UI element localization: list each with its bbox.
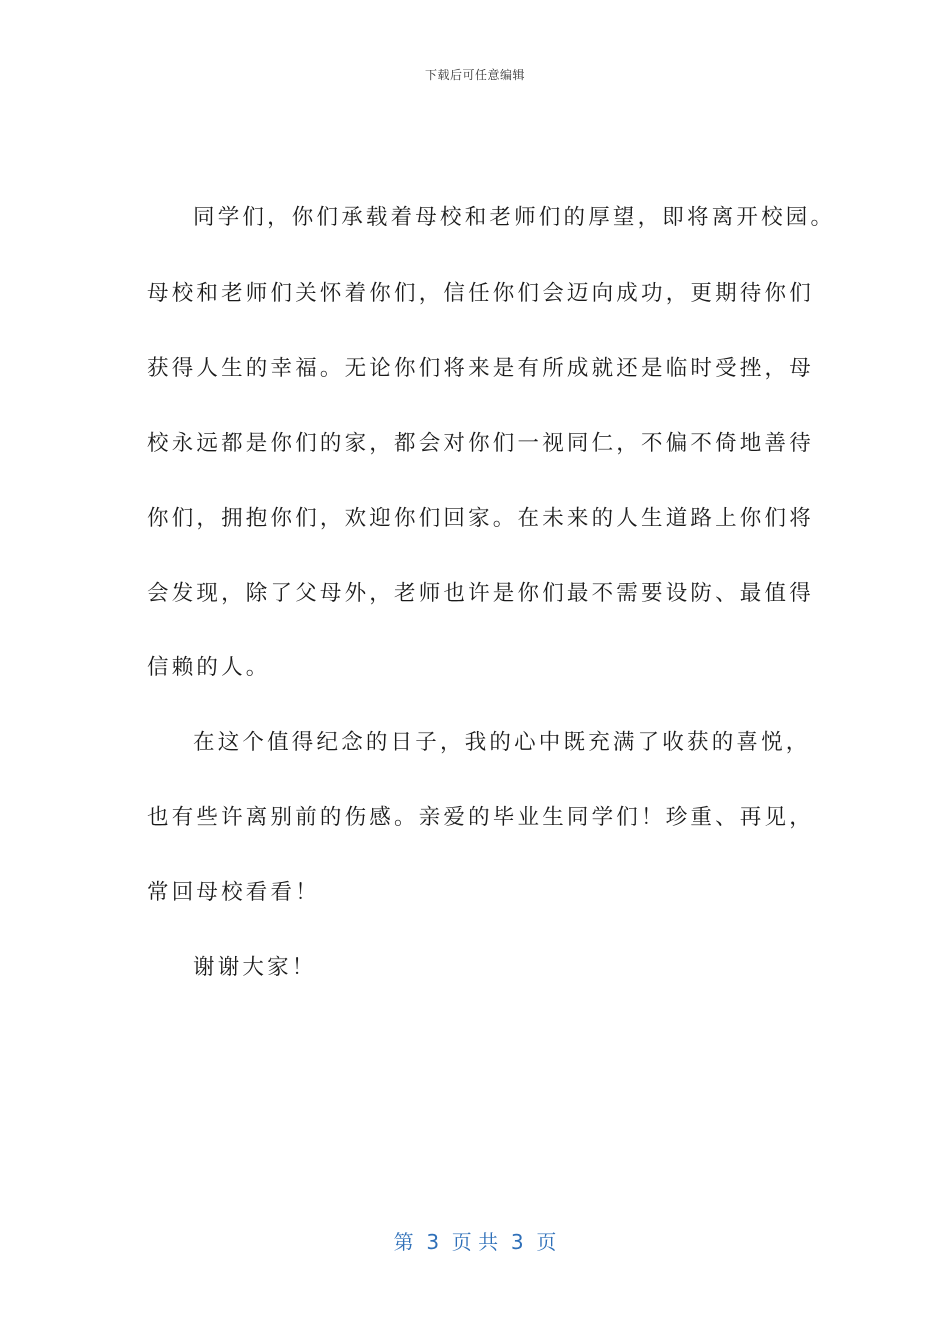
paragraph-1-line-7: 信赖的人。 [147,655,271,680]
page-header-note: 下载后可任意编辑 [424,68,525,82]
page-number-footer: 第 3 页 共 3 页 [393,1230,557,1254]
paragraph-2-line-2: 也有些许离别前的伤感。亲爱的毕业生同学们！珍重、再见， [147,805,814,830]
paragraph-1-line-4: 校永远都是你们的家，都会对你们一视同仁，不偏不倚地善待 [147,431,814,456]
paragraph-1-line-5: 你们，拥抱你们，欢迎你们回家。在未来的人生道路上你们将 [147,506,814,531]
paragraph-2-line-3: 常回母校看看！ [147,880,320,905]
paragraph-1-line-3: 获得人生的幸福。无论你们将来是有所成就还是临时受挫，母 [147,356,814,381]
paragraph-1-line-6: 会发现，除了父母外，老师也许是你们最不需要设防、最值得 [147,581,814,606]
paragraph-3-line-1: 谢谢大家！ [193,955,317,980]
paragraph-1-line-2: 母校和老师们关怀着你们，信任你们会迈向成功，更期待你们 [147,281,814,306]
paragraph-1-line-1: 同学们，你们承载着母校和老师们的厚望，即将离开校园。 [193,205,836,230]
paragraph-2-line-1: 在这个值得纪念的日子，我的心中既充满了收获的喜悦， [193,730,811,755]
